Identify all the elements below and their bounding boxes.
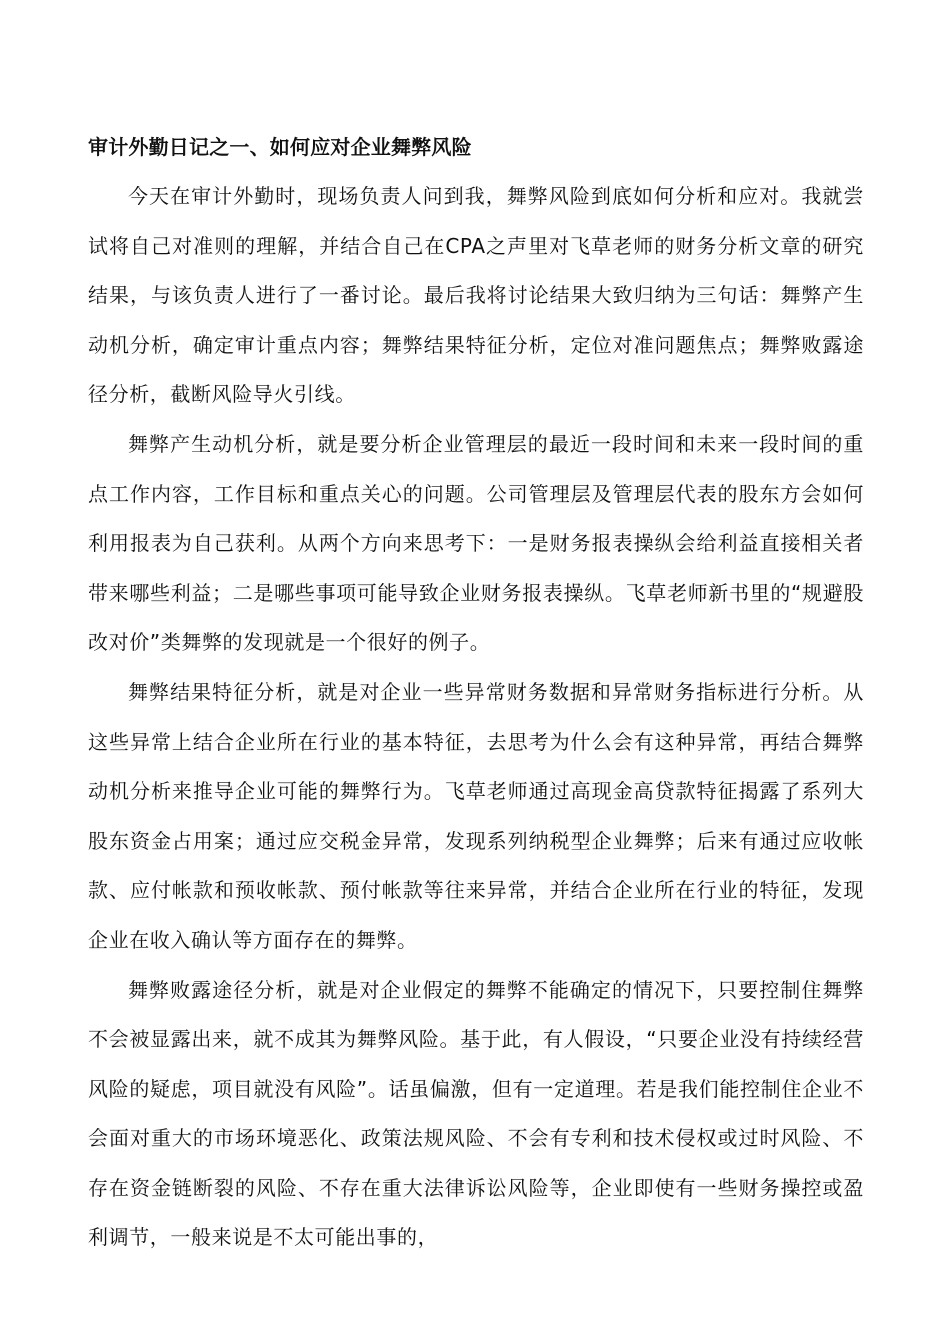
paragraph-exposure-analysis: 舞弊败露途径分析，就是对企业假定的舞弊不能确定的情况下，只要控制住舞弊不会被显露出来，就不成其为舞弊风险。基于此，有人假设，“只要企业没有持续经营风险的疑虑，项目就没有风险”。话虽偏激，但有一定道理。若是我们能控制住企业不会面对重大的市场环境恶化、政策法规风险、不会有专利和技术侵权或过时风险、不存在资金链断裂的风险、不存在重大法律诉讼风险等，企业即使有一些财务操控或盈利调节，一般来说是不太可能出事的， [88, 977, 864, 1250]
paragraph-result-analysis: 舞弊结果特征分析，就是对企业一些异常财务数据和异常财务指标进行分析。从这些异常上结合企业所在行业的基本特征，去思考为什么会有这种异常，再结合舞弊动机分析来推导企业可能的舞弊行为。飞草老师通过高现金高贷款特征揭露了系列大股东资金占用案；通过应交税金异常，发现系列纳税型企业舞弊；后来有通过应收帐款、应付帐款和预收帐款、预付帐款等往来异常，并结合企业所在行业的特征，发现企业在收入确认等方面存在的舞弊。 [88, 679, 864, 952]
document-title: 审计外勤日记之一、如何应对企业舞弊风险 [88, 135, 472, 159]
paragraph-intro: 今天在审计外勤时，现场负责人问到我，舞弊风险到底如何分析和应对。我就尝试将自己对准则的理解，并结合自己在CPA之声里对飞草老师的财务分析文章的研究结果，与该负责人进行了一番讨论。最后我将讨论结果大致归纳为三句话：舞弊产生动机分析，确定审计重点内容；舞弊结果特征分析，定位对准问题焦点；舞弊败露途径分析，截断风险导火引线。 [88, 184, 864, 407]
document-body [88, 130, 864, 1263]
paragraph-motive-analysis: 舞弊产生动机分析，就是要分析企业管理层的最近一段时间和未来一段时间的重点工作内容，工作目标和重点关心的问题。公司管理层及管理层代表的股东方会如何利用报表为自己获利。从两个方向来思考下：一是财务报表操纵会给利益直接相关者带来哪些利益；二是哪些事项可能导致企业财务报表操纵。飞草老师新书里的“规避股改对价”类舞弊的发现就是一个很好的例子。 [88, 431, 864, 655]
